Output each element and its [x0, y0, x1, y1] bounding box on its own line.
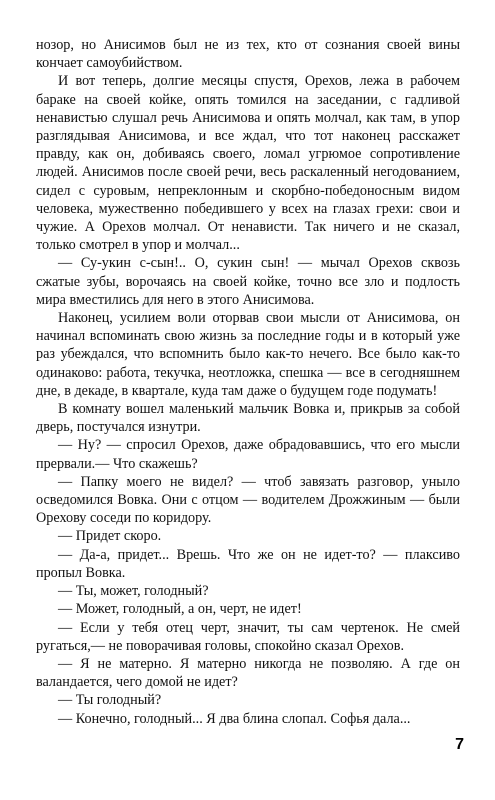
paragraph-5: В комнату вошел маленький мальчик Вовка и, прикрыв за собой дверь, постучался изнутри.	[36, 401, 460, 436]
paragraph-14: — Ты голодный?	[58, 692, 162, 709]
paragraph-15: — Конечно, голодный... Я два блина слопал. Софья дала...	[58, 710, 411, 727]
paragraph-6: — Ну? — спросил Орехов, даже обрадовавшись, что его мысли прервали.— Что скажешь?	[36, 437, 460, 472]
paragraph-1: нозор, но Анисимов был не из тех, кто от сознания своей вины кончает самоубийством.	[36, 37, 460, 72]
paragraph-8: — Придет скоро.	[58, 528, 162, 545]
paragraph-2: И вот теперь, долгие месяцы спустя, Орехов, лежа в рабочем бараке на своей койке, опять томился на заседании, с гадливой ненавистью слушал речь Анисимова и опять молчал, как там, в упор разглядывая Анисимова, и все ждал, что тот наконец расскажет правду, как он, добиваясь своего, ломал угрюмое сопротивление людей. Анисимов после своей речи, весь раскаленный негодованием, сидел с суровым, непреклонным и скорбно-победоносным видом человека, мужественно победившего у всех на глазах грехи: свои и чужие. А Орехов молчал. От ненависти. Так ничего и не сказал, только смотрел в упор и молчал...	[36, 73, 460, 254]
paragraph-9: — Да-а, придет... Врешь. Что же он не идет-то? — плаксиво пропыл Вовка.	[36, 546, 460, 581]
paragraph-13: — Я не матерно. Я матерно никогда не позволяю. А где он валандается, чего домой не идет?	[36, 655, 460, 691]
paragraph-7: — Папку моего не видел? — чтоб завязать разговор, уныло осведомился Вовка. Они с отцом — водителем Дрожжиным — были Орехову соседи по коридору.	[36, 473, 460, 527]
paragraph-3: — Су-укин с-сын!.. О, сукин сын! — мычал Орехов сквозь сжатые зубы, ворочаясь на своей койке, точно все зло и подлость мира вместились для него в этого Анисимова.	[36, 255, 460, 308]
paragraph-10: — Ты, может, голодный?	[58, 583, 209, 600]
page-number: 7	[455, 736, 464, 753]
paragraph-4: Наконец, усилием воли оторвав свои мысли от Анисимова, он начинал вспоминать свою жизнь за последние годы и в который уже раз убеждался, что вспомнить было как-то нечего. Все было как-то одинаково: работа, текучка, неотложка, спешка — все в сегодняшнем дне, в декаде, в квартале, куда там даже о будущем годе подумать!	[36, 310, 460, 399]
paragraph-12: — Если у тебя отец черт, значит, ты сам чертенок. Не смей ругаться,— не поворачивая головы, спокойно сказал Орехов.	[36, 619, 460, 654]
body-text	[36, 36, 460, 728]
paragraph-11: — Может, голодный, а он, черт, не идет!	[58, 601, 302, 618]
